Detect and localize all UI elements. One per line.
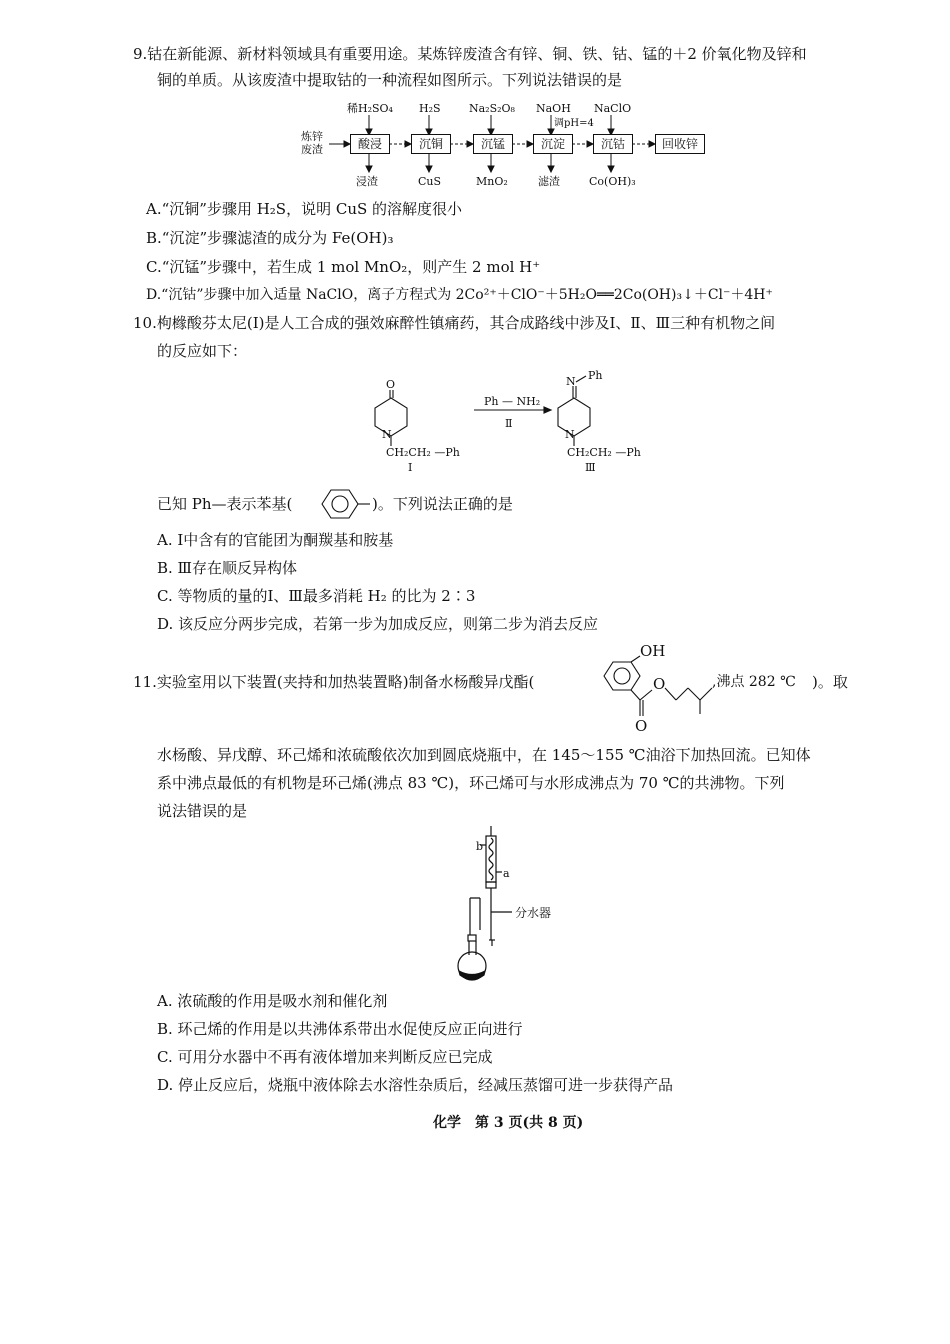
salicylate-bp: ,沸点 282 ℃: [712, 674, 796, 690]
q11-stem-line2: 水杨酸、异戊醇、环己烯和浓硫酸依次加到圆底烧瓶中，在 145～155 ℃油浴下加热回流。已知体: [157, 746, 811, 764]
q9-stem-line1: 9.钴在新能源、新材料领域具有重要用途。某炼锌废渣含有锌、铜、铁、钴、锰的＋2 价氧化物及锌和: [133, 45, 807, 63]
ring3-phenyl: Ph: [588, 369, 603, 382]
q11-stem-line1-prefix: 11.实验室用以下装置(夹持和加热装置略)制备水杨酸异戊酯(: [133, 673, 535, 691]
reagent-h2s: H₂S: [419, 102, 441, 115]
ring3-nitrogen: N: [566, 375, 576, 388]
reagent-naoh: NaOH: [536, 102, 571, 115]
q9-option-c: C.“沉锰”步骤中，若生成 1 mol MnO₂，则产生 2 mol H⁺: [146, 258, 541, 276]
ring1-substituent: CH₂CH₂ —Ph: [386, 446, 460, 459]
product-filter-residue: 滤渣: [538, 175, 560, 188]
flow-step-recover-zinc: 回收锌: [655, 134, 705, 154]
q11-stem-line4: 说法错误的是: [157, 802, 248, 820]
salicylate-ester-o: O: [653, 675, 666, 693]
product-cus: CuS: [418, 175, 442, 188]
page-footer: 化学 第 3 页(共 8 页): [433, 1115, 584, 1131]
flow-step-precipitate: 沉淀: [533, 134, 573, 154]
q11-option-d: D. 停止反应后，烧瓶中液体除去水溶性杂质后，经减压蒸馏可进一步获得产品: [157, 1076, 674, 1094]
q11-option-b: B. 环己烯的作用是以共沸体系带出水促使反应正向进行: [157, 1020, 523, 1038]
q10-option-b: B. Ⅲ存在顺反异构体: [157, 559, 298, 577]
q11-stem-line3: 系中沸点最低的有机物是环己烯(沸点 83 ℃)，环己烯可与水形成沸点为 70 ℃的共沸物。下列: [157, 774, 785, 792]
flow-step-manganese: 沉锰: [473, 134, 513, 154]
salicylate-carbonyl-o: O: [635, 717, 648, 735]
product-residue: 浸渣: [356, 175, 378, 188]
reagent-naclo: NaClO: [594, 102, 632, 115]
apparatus-label-b: b: [476, 840, 484, 853]
q10-known-suffix: )。下列说法正确的是: [372, 495, 513, 513]
ring3-substituent: CH₂CH₂ —Ph: [567, 446, 641, 459]
q10-known-prefix: 已知 Ph—表示苯基(: [157, 495, 293, 513]
q11-option-c: C. 可用分水器中不再有液体增加来判断反应已完成: [157, 1048, 493, 1066]
ring1-oxygen: O: [386, 378, 396, 391]
q10-stem-line2: 的反应如下：: [157, 342, 248, 360]
q9-option-b: B.“沉淀”步骤滤渣的成分为 Fe(OH)₃: [146, 229, 394, 247]
q9-stem-line2: 铜的单质。从该废渣中提取钴的一种流程如图所示。下列说法错误的是: [157, 71, 623, 89]
ring1-nitrogen: N: [382, 428, 392, 441]
q11-stem-line1-suffix: )。取: [812, 673, 848, 691]
q9-option-d: D.“沉钴”步骤中加入适量 NaClO，离子方程式为 2Co²⁺＋ClO⁻＋5H₂O══2Co(OH)₃↓＋Cl⁻＋4H⁺: [146, 287, 773, 303]
q9-option-a: A.“沉铜”步骤用 H₂S，说明 CuS 的溶解度很小: [146, 200, 463, 218]
product-cooh3: Co(OH)₃: [589, 175, 636, 188]
q11-option-a: A. 浓硫酸的作用是吸水剂和催化剂: [157, 992, 388, 1010]
salicylate-oh: OH: [640, 642, 666, 660]
flow-start-line2: 废渣: [301, 143, 323, 156]
reagent-h2so4: 稀H₂SO₄: [347, 102, 393, 115]
reagent-na2s2o8: Na₂S₂O₈: [469, 102, 515, 115]
q10-option-c: C. 等物质的量的Ⅰ、Ⅲ最多消耗 H₂ 的比为 2∶3: [157, 587, 476, 605]
label-compound-1: Ⅰ: [408, 461, 413, 474]
q10-option-a: A. Ⅰ中含有的官能团为酮羰基和胺基: [157, 531, 394, 549]
q10-stem-line1: 10.枸橼酸芬太尼(Ⅰ)是人工合成的强效麻醉性镇痛药，其合成路线中涉及Ⅰ、Ⅱ、Ⅲ三种有机物之间: [133, 314, 776, 332]
apparatus-label-a: a: [503, 867, 510, 880]
apparatus-label-separator: 分水器: [515, 906, 552, 920]
label-compound-3: Ⅲ: [585, 461, 596, 474]
ring3-nitrogen-lower: N: [565, 428, 575, 441]
product-mno2: MnO₂: [476, 175, 508, 188]
flow-step-acid-leach: 酸浸: [350, 134, 390, 154]
label-compound-2: Ⅱ: [505, 417, 513, 430]
flow-step-cobalt: 沉钴: [593, 134, 633, 154]
flow-start-line1: 炼锌: [301, 130, 323, 143]
q10-option-d: D. 该反应分两步完成，若第一步为加成反应，则第二步为消去反应: [157, 615, 599, 633]
reagent-ph-note: 调pH=4: [554, 118, 594, 129]
reagent-aniline: Ph — NH₂: [484, 395, 541, 408]
flow-step-copper: 沉铜: [411, 134, 451, 154]
